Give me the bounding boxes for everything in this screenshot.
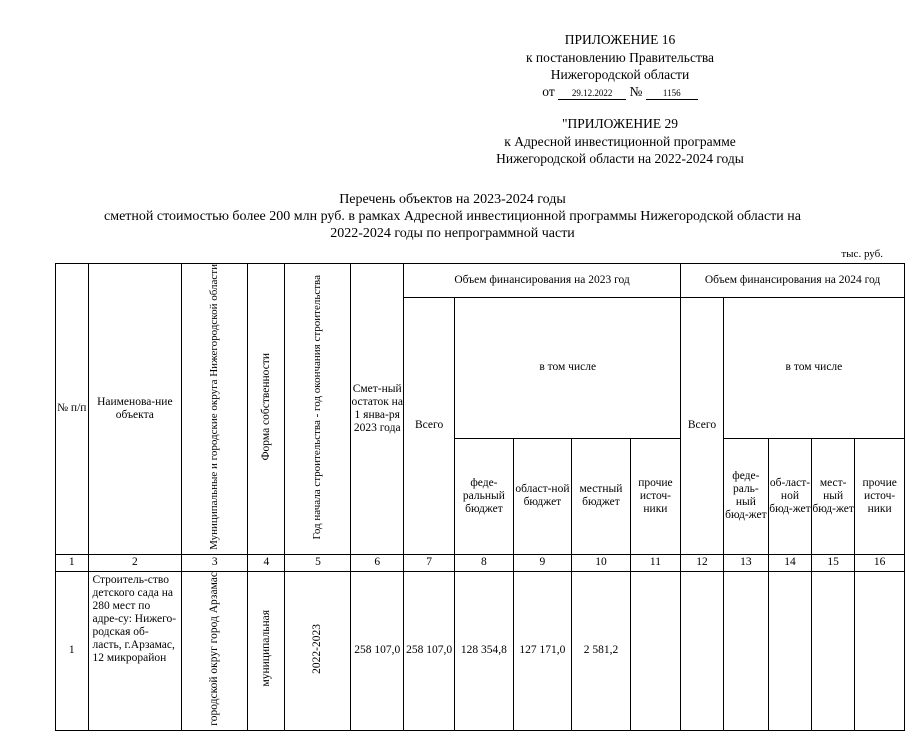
col-number: 1 [56, 554, 89, 571]
federal2024-header: феде-раль-ный бюд-жет [723, 438, 768, 554]
header-line-3: Нижегородской области [550, 67, 690, 82]
table-row [56, 571, 905, 730]
col-number: 16 [855, 554, 905, 571]
years-header-text: Год начала строительства - год окончания строительства [311, 274, 324, 540]
col-number: 4 [248, 554, 285, 571]
row-local2024 [811, 571, 854, 730]
total2023-header: Всего [404, 298, 455, 555]
col-number: 14 [768, 554, 811, 571]
row-ownership [248, 571, 285, 730]
decree-date-line [480, 84, 760, 100]
row-other2023 [630, 571, 680, 730]
col-number: 7 [404, 554, 455, 571]
including2024-header: в том числе [723, 298, 904, 439]
row-regional2023: 127 171,0 [513, 571, 572, 730]
ownership-value: муниципальная [259, 610, 272, 687]
col-number: 11 [630, 554, 680, 571]
appendix-title: ПРИЛОЖЕНИЕ 16 [564, 32, 676, 47]
header-line-6: Нижегородской области на 2022-2024 годы [496, 151, 744, 166]
decree-number: 1156 [646, 87, 698, 100]
federal2023-header: феде-ральный бюджет [455, 438, 513, 554]
row-total2024 [681, 571, 724, 730]
number-label: № [629, 84, 643, 99]
header-line-5: к Адресной инвестиционной программе [504, 134, 736, 149]
row-years [285, 571, 351, 730]
including2023-header: в том числе [455, 298, 681, 439]
unit-label: тыс. руб. [841, 248, 883, 260]
row-federal2024 [723, 571, 768, 730]
ownership-header-text: Форма собственности [259, 353, 272, 461]
col-number: 3 [182, 554, 248, 571]
col-estimated-header: Смет-ный остаток на 1 янва-ря 2023 года [351, 264, 404, 555]
row-estimated: 258 107,0 [351, 571, 404, 730]
fin2023-header: Объем финансирования на 2023 год [404, 264, 681, 298]
col-number: 10 [572, 554, 631, 571]
col-municipality-header [182, 264, 248, 555]
col-number: 2 [88, 554, 182, 571]
from-label: от [542, 84, 555, 99]
objects-table [55, 263, 905, 731]
row-name: Строитель-ство детского сада на 280 мест по адре-су: Нижего-родская об-ласть, г.Арзамас, 12 микрорайон [88, 571, 182, 730]
col-number: 9 [513, 554, 572, 571]
other2023-header: прочие источ-ники [630, 438, 680, 554]
col-number: 12 [681, 554, 724, 571]
column-numbers-row [56, 554, 905, 571]
col-number: 5 [285, 554, 351, 571]
municipality-header-text: Муниципальные и городские округа Нижегородской области [208, 264, 221, 550]
local2024-header: мест-ный бюд-жет [811, 438, 854, 554]
document-title-1: Перечень объектов на 2023-2024 годы [339, 192, 566, 207]
col-number: 15 [811, 554, 854, 571]
row-other2024 [855, 571, 905, 730]
col-num-header: № п/п [56, 264, 89, 555]
regional2024-header: об-ласт-ной бюд-жет [768, 438, 811, 554]
fin2024-header: Объем финансирования на 2024 год [681, 264, 905, 298]
document-title-3: 2022-2024 годы по непрограммной части [330, 226, 575, 241]
row-regional2024 [768, 571, 811, 730]
col-number: 6 [351, 554, 404, 571]
row-num: 1 [56, 571, 89, 730]
row-local2023: 2 581,2 [572, 571, 631, 730]
decree-date: 29.12.2022 [558, 87, 626, 100]
years-value: 2022-2023 [311, 623, 324, 674]
col-years-header [285, 264, 351, 555]
municipality-value: городской округ город Арзамас [208, 571, 221, 726]
col-number: 13 [723, 554, 768, 571]
col-number: 8 [455, 554, 513, 571]
row-total2023: 258 107,0 [404, 571, 455, 730]
regional2023-header: област-ной бюджет [513, 438, 572, 554]
total2024-header: Всего [681, 298, 724, 555]
header-line-2: к постановлению Правительства [525, 50, 715, 65]
local2023-header: местный бюджет [572, 438, 631, 554]
col-name-header: Наименова-ние объекта [88, 264, 182, 555]
document-title-2: сметной стоимостью более 200 млн руб. в рамках Адресной инвестиционной программы Нижегородской области на [104, 209, 801, 224]
col-ownership-header [248, 264, 285, 555]
row-federal2023: 128 354,8 [455, 571, 513, 730]
row-municipality [182, 571, 248, 730]
other2024-header: прочие источ-ники [855, 438, 905, 554]
appendix-29-title: "ПРИЛОЖЕНИЕ 29 [561, 116, 679, 131]
